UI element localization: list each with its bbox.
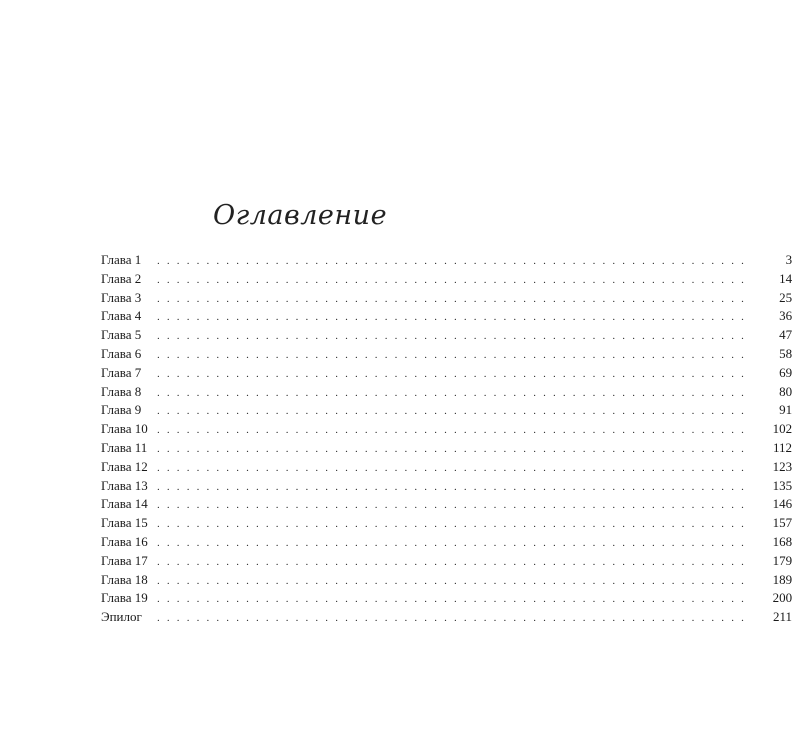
dot-leader: . . . . . . . . . . . . . . . . . . . . . . . . . . . . . . . . . . . . . . . . . . . . . . . . . . . . . . . . . . . .: [157, 255, 747, 267]
toc-entry[interactable]: [101, 495, 792, 514]
toc-entry[interactable]: [101, 552, 792, 571]
toc-entry[interactable]: [101, 514, 792, 533]
toc-entry-label: Глава 7: [101, 364, 142, 380]
dot-leader: . . . . . . . . . . . . . . . . . . . . . . . . . . . . . . . . . . . . . . . . . . . . . . . . . . . . . . . . . . . .: [157, 292, 747, 305]
toc-entry[interactable]: [101, 326, 792, 345]
toc-entry[interactable]: [101, 571, 792, 590]
toc-entry[interactable]: [101, 345, 792, 364]
dot-leader: . . . . . . . . . . . . . . . . . . . . . . . . . . . . . . . . . . . . . . . . . . . . . . . . . . . . . . . . . . . .: [157, 348, 747, 361]
toc-entry[interactable]: [101, 533, 792, 552]
toc-entry-label: Глава 5: [101, 327, 142, 343]
toc-entry-page: 14: [779, 270, 792, 286]
toc-entry-label: Глава 9: [101, 402, 142, 418]
toc-entry-page: 146: [772, 496, 792, 512]
toc-entry[interactable]: [101, 608, 792, 627]
dot-leader: . . . . . . . . . . . . . . . . . . . . . . . . . . . . . . . . . . . . . . . . . . . . . . . . . . . . . . . . . . . .: [157, 330, 747, 343]
toc-entry-label: Глава 6: [101, 345, 142, 361]
toc-entry-page: 80: [779, 383, 792, 399]
toc-entry-label: Глава 14: [101, 496, 148, 512]
toc-entry-page: 200: [772, 590, 792, 606]
toc-entry[interactable]: [101, 289, 792, 308]
toc-entry-page: 102: [772, 421, 792, 437]
toc-title: Оглавление: [212, 200, 388, 231]
toc-entry-page: 36: [779, 308, 792, 324]
toc-entry-label: Глава 13: [101, 477, 148, 493]
toc-entry-label: Глава 4: [101, 308, 142, 324]
dot-leader: . . . . . . . . . . . . . . . . . . . . . . . . . . . . . . . . . . . . . . . . . . . . . . . . . . . . . . . . . . . .: [157, 367, 747, 380]
toc-entry-page: 112: [773, 439, 792, 455]
toc-entry-label: Глава 8: [101, 383, 142, 399]
toc-entry-page: 211: [773, 609, 792, 625]
toc-entry[interactable]: [101, 420, 792, 439]
toc-entry-page: 123: [772, 458, 792, 474]
dot-leader: . . . . . . . . . . . . . . . . . . . . . . . . . . . . . . . . . . . . . . . . . . . . . . . . . . . . . . . . . . . .: [157, 273, 747, 286]
dot-leader: . . . . . . . . . . . . . . . . . . . . . . . . . . . . . . . . . . . . . . . . . . . . . . . . . . . . . . . . . . . .: [157, 536, 747, 549]
toc-entry-label: Глава 1: [101, 252, 142, 267]
toc-entry[interactable]: [101, 270, 792, 289]
toc-entry-label: Глава 16: [101, 533, 148, 549]
toc-entry-label: Глава 17: [101, 552, 148, 568]
toc-entry-page: 135: [772, 477, 792, 493]
dot-leader: . . . . . . . . . . . . . . . . . . . . . . . . . . . . . . . . . . . . . . . . . . . . . . . . . . . . . . . . . . . .: [157, 480, 747, 493]
toc-entry-page: 157: [772, 515, 792, 531]
toc-entry-label: Глава 18: [101, 571, 148, 587]
toc-entry-label: Глава 15: [101, 515, 148, 531]
dot-leader: . . . . . . . . . . . . . . . . . . . . . . . . . . . . . . . . . . . . . . . . . . . . . . . . . . . . . . . . . . . .: [157, 311, 747, 324]
toc-entry-label: Глава 12: [101, 458, 148, 474]
toc-entry-label: Глава 10: [101, 421, 148, 437]
toc-entry-label: Глава 3: [101, 289, 142, 305]
toc-entry[interactable]: [101, 401, 792, 420]
toc-entry[interactable]: [101, 477, 792, 496]
toc-entry[interactable]: [101, 383, 792, 402]
toc-entry[interactable]: [101, 439, 792, 458]
toc-entry-page: 168: [772, 533, 792, 549]
toc-entry-label: Эпилог: [101, 609, 142, 625]
toc-entry[interactable]: [101, 458, 792, 477]
toc-entry[interactable]: [101, 307, 792, 326]
toc-entry[interactable]: [101, 364, 792, 383]
dot-leader: . . . . . . . . . . . . . . . . . . . . . . . . . . . . . . . . . . . . . . . . . . . . . . . . . . . . . . . . . . . .: [157, 386, 747, 399]
toc-entry-label: Глава 11: [101, 439, 148, 455]
dot-leader: . . . . . . . . . . . . . . . . . . . . . . . . . . . . . . . . . . . . . . . . . . . . . . . . . . . . . . . . . . . .: [157, 593, 747, 606]
dot-leader: . . . . . . . . . . . . . . . . . . . . . . . . . . . . . . . . . . . . . . . . . . . . . . . . . . . . . . . . . . . .: [157, 442, 747, 455]
toc-entry-page: 179: [772, 552, 792, 568]
toc-list: [101, 251, 792, 627]
toc-entry-page: 58: [779, 345, 792, 361]
dot-leader: . . . . . . . . . . . . . . . . . . . . . . . . . . . . . . . . . . . . . . . . . . . . . . . . . . . . . . . . . . . .: [157, 555, 747, 568]
dot-leader: . . . . . . . . . . . . . . . . . . . . . . . . . . . . . . . . . . . . . . . . . . . . . . . . . . . . . . . . . . . .: [157, 424, 747, 437]
toc-entry-page: 91: [779, 402, 792, 418]
toc-entry-page: 189: [772, 571, 792, 587]
toc-entry-page: 25: [779, 289, 792, 305]
dot-leader: . . . . . . . . . . . . . . . . . . . . . . . . . . . . . . . . . . . . . . . . . . . . . . . . . . . . . . . . . . . .: [157, 499, 747, 512]
toc-entry-label: Глава 2: [101, 270, 142, 286]
toc-entry-page: 3: [785, 252, 792, 267]
toc-entry-page: 47: [779, 327, 792, 343]
toc-entry-label: Глава 19: [101, 590, 148, 606]
toc-entry-page: 69: [779, 364, 792, 380]
dot-leader: . . . . . . . . . . . . . . . . . . . . . . . . . . . . . . . . . . . . . . . . . . . . . . . . . . . . . . . . . . . .: [157, 518, 747, 531]
dot-leader: . . . . . . . . . . . . . . . . . . . . . . . . . . . . . . . . . . . . . . . . . . . . . . . . . . . . . . . . . . . .: [157, 612, 747, 625]
dot-leader: . . . . . . . . . . . . . . . . . . . . . . . . . . . . . . . . . . . . . . . . . . . . . . . . . . . . . . . . . . . .: [157, 574, 747, 587]
toc-entry[interactable]: [101, 251, 792, 270]
toc-entry[interactable]: [101, 589, 792, 608]
dot-leader: . . . . . . . . . . . . . . . . . . . . . . . . . . . . . . . . . . . . . . . . . . . . . . . . . . . . . . . . . . . .: [157, 461, 747, 474]
dot-leader: . . . . . . . . . . . . . . . . . . . . . . . . . . . . . . . . . . . . . . . . . . . . . . . . . . . . . . . . . . . .: [157, 405, 747, 418]
